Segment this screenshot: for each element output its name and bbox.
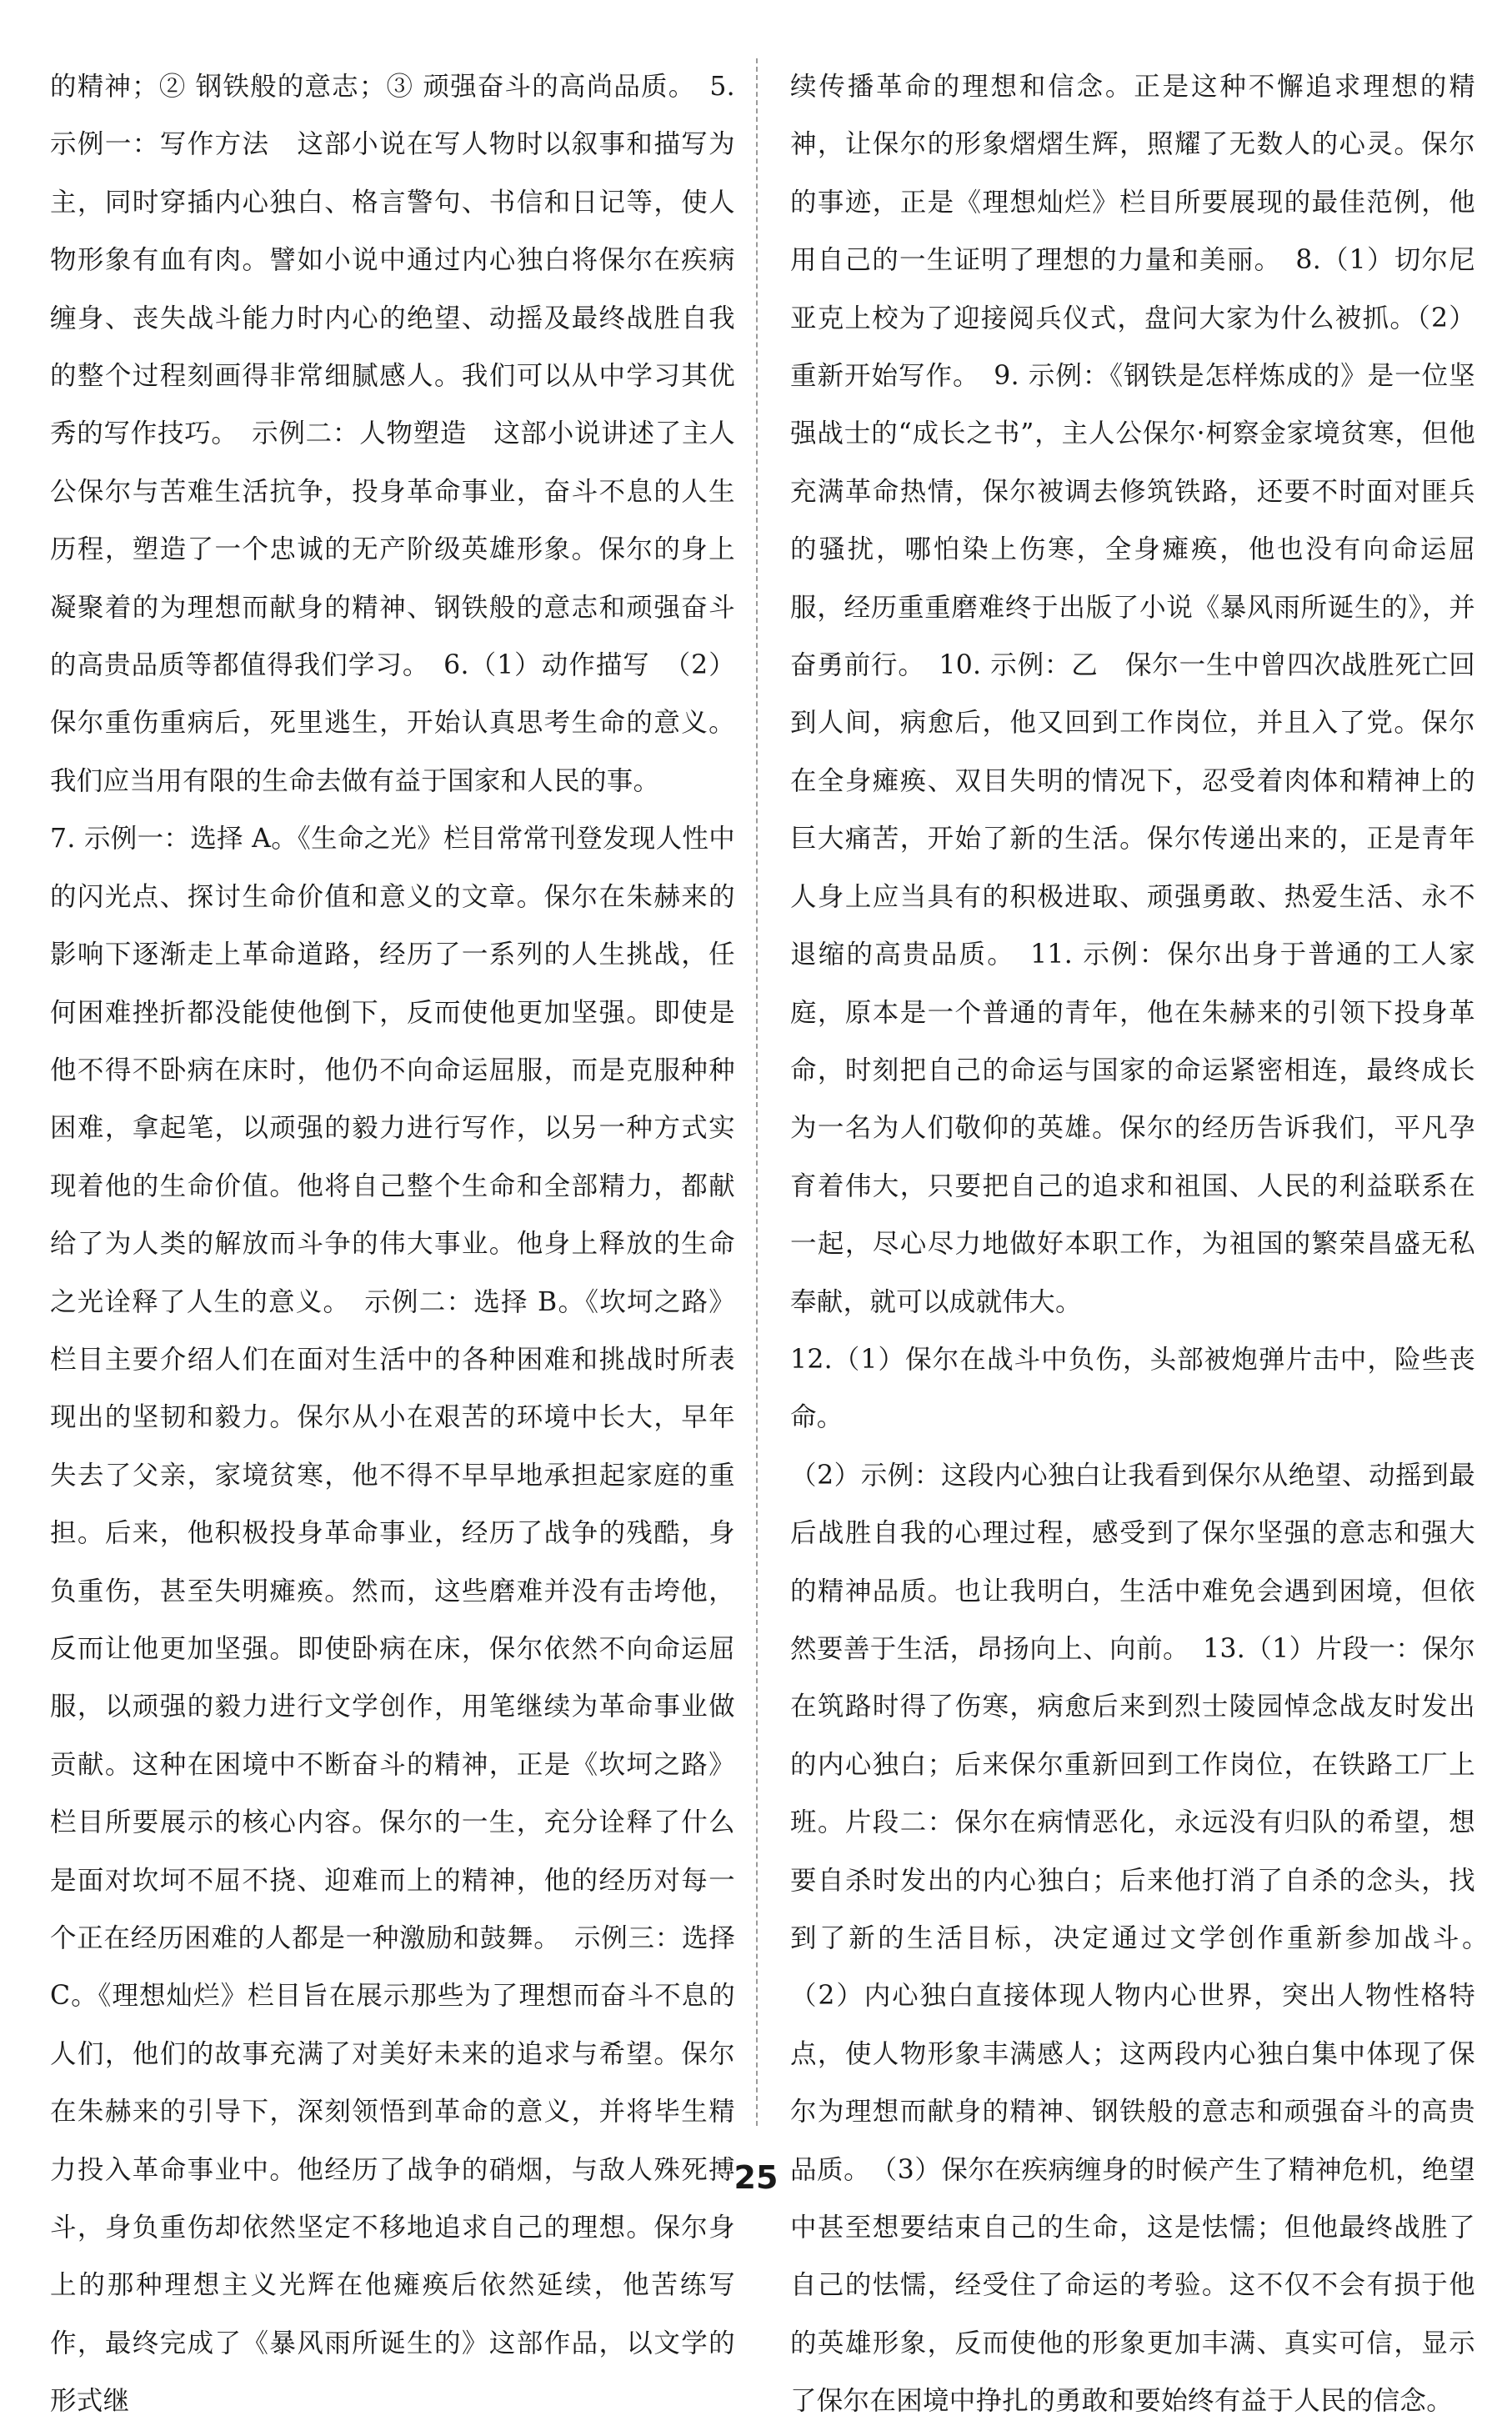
column-divider: [756, 58, 758, 2126]
right-paragraph-3: （2）示例：这段内心独白让我看到保尔从绝望、动摇到最后战胜自我的心理过程，感受到了保尔坚强的意志和强大的精神品质。也让我明白，生活中难免会遇到困境，但依然要善于生活，昂扬向上、向前。 13.（1）片段一：保尔在筑路时得了伤寒，病愈后来到烈士陵园悼念战友时发出的内心独白；后来保尔重新回到工作岗位，在铁路工厂上班。片段二：保尔在病情恶化，永远没有归队的希望，想要自杀时发出的内心独白；后来他打消了自杀的念头，找到了新的生活目标，决定通过文学创作重新参加战斗。 （2）内心独白直接体现人物内心世界，突出人物性格特点，使人物形象丰满感人；这两段内心独白集中体现了保尔为理想而献身的精神、钢铁般的意志和顽强奋斗的高贵品质。 （3）保尔在疾病缠身的时候产生了精神危机，绝望中甚至想要结束自己的生命，这是怯懦；但他最终战胜了自己的怯懦，经受住了命运的考验。这不仅不会有损于他的英雄形象，反而使他的形象更加丰满、真实可信，显示了保尔在困境中挣扎的勇敢和要始终有益于人民的信念。: [790, 1460, 1502, 2417]
left-column: [50, 58, 735, 2431]
left-paragraph-2: 7. 示例一：选择 A。《生命之光》栏目常常刊登发现人性中的闪光点、探讨生命价值和意义的文章。保尔在朱赫来的影响下逐渐走上革命道路，经历了一系列的人生挑战，任何困难挫折都没能使他倒下，反而使他更加坚强。即使是他不得不卧病在床时，他仍不向命运屈服，而是克服种种困难，拿起笔，以顽强的毅力进行写作，以另一种方式实现着他的生命价值。他将自己整个生命和全部精力，都献给了为人类的解放而斗争的伟大事业。他身上释放的生命之光诠释了人生的意义。 示例二：选择 B。《坎坷之路》栏目主要介绍人们在面对生活中的各种困难和挑战时所表现出的坚韧和毅力。保尔从小在艰苦的环境中长大，早年失去了父亲，家境贫寒，他不得不早早地承担起家庭的重担。后来，他积极投身革命事业，经历了战争的残酷，身负重伤，甚至失明瘫痪。然而，这些磨难并没有击垮他，反而让他更加坚强。即使卧病在床，保尔依然不向命运屈服，以顽强的毅力进行文学创作，用笔继续为革命事业做贡献。这种在困境中不断奋斗的精神，正是《坎坷之路》栏目所要展示的核心内容。保尔的一生，充分诠释了什么是面对坎坷不屈不挠、迎难而上的精神，他的经历对每一个正在经历困难的人都是一种激励和鼓舞。 示例三：选择 C。《理想灿烂》栏目旨在展示那些为了理想而奋斗不息的人们，他们的故事充满了对美好未来的追求与希望。保尔在朱赫来的引导下，深刻领悟到革命的意义，并将毕生精力投入革命事业中。他经历了战争的硝烟，与敌人殊死搏斗，身负重伤却依然坚定不移地追求自己的理想。保尔身上的那种理想主义光辉在他瘫痪后依然延续，他苦练写作，最终完成了《暴风雨所诞生的》这部作品，以文学的形式继: [50, 824, 735, 2417]
right-paragraph-1: 续传播革命的理想和信念。正是这种不懈追求理想的精神，让保尔的形象熠熠生辉，照耀了无数人的心灵。保尔的事迹，正是《理想灿烂》栏目所要展现的最佳范例，他用自己的一生证明了理想的力量和美丽。 8.（1）切尔尼亚克上校为了迎接阅兵仪式，盘问大家为什么被抓。（2）重新开始写作。 9. 示例：《钢铁是怎样炼成的》是一位坚强战士的“成长之书”，主人公保尔·柯察金家境贫寒，但他充满革命热情，保尔被调去修筑铁路，还要不时面对匪兵的骚扰，哪怕染上伤寒，全身瘫痪，他也没有向命运屈服，经历重重磨难终于出版了小说《暴风雨所诞生的》，并奋勇前行。 10. 示例：乙 保尔一生中曾四次战胜死亡回到人间，病愈后，他又回到工作岗位，并且入了党。保尔在全身瘫痪、双目失明的情况下，忍受着肉体和精神上的巨大痛苦，开始了新的生活。保尔传递出来的，正是青年人身上应当具有的积极进取、顽强勇敢、热爱生活、永不退缩的高贵品质。 11. 示例：保尔出身于普通的工人家庭，原本是一个普通的青年，他在朱赫来的引领下投身革命，时刻把自己的命运与国家的命运紧密相连，最终成长为一名为人们敬仰的英雄。保尔的经历告诉我们，平凡孕育着伟大，只要把自己的追求和祖国、人民的利益联系在一起，尽心尽力地做好本职工作，为祖国的繁荣昌盛无私奉献，就可以成就伟大。: [790, 72, 1475, 1317]
right-paragraph-2: 12.（1）保尔在战斗中负伤，头部被炮弹片击中，险些丧命。: [790, 1344, 1475, 1433]
page-number: 25: [733, 2159, 779, 2196]
right-column: [790, 58, 1502, 2431]
left-paragraph-1: 的精神；② 钢铁般的意志；③ 顽强奋斗的高尚品质。 5. 示例一：写作方法 这部小说在写人物时以叙事和描写为主，同时穿插内心独白、格言警句、书信和日记等，使人物形象有血有肉。譬如小说中通过内心独白将保尔在疾病缠身、丧失战斗能力时内心的绝望、动摇及最终战胜自我的整个过程刻画得非常细腻感人。我们可以从中学习其优秀的写作技巧。 示例二：人物塑造 这部小说讲述了主人公保尔与苦难生活抗争，投身革命事业，奋斗不息的人生历程，塑造了一个忠诚的无产阶级英雄形象。保尔的身上凝聚着的为理想而献身的精神、钢铁般的意志和顽强奋斗的高贵品质等都值得我们学习。 6.（1）动作描写 （2）保尔重伤重病后，死里逃生，开始认真思考生命的意义。我们应当用有限的生命去做有益于国家和人民的事。: [50, 72, 735, 796]
